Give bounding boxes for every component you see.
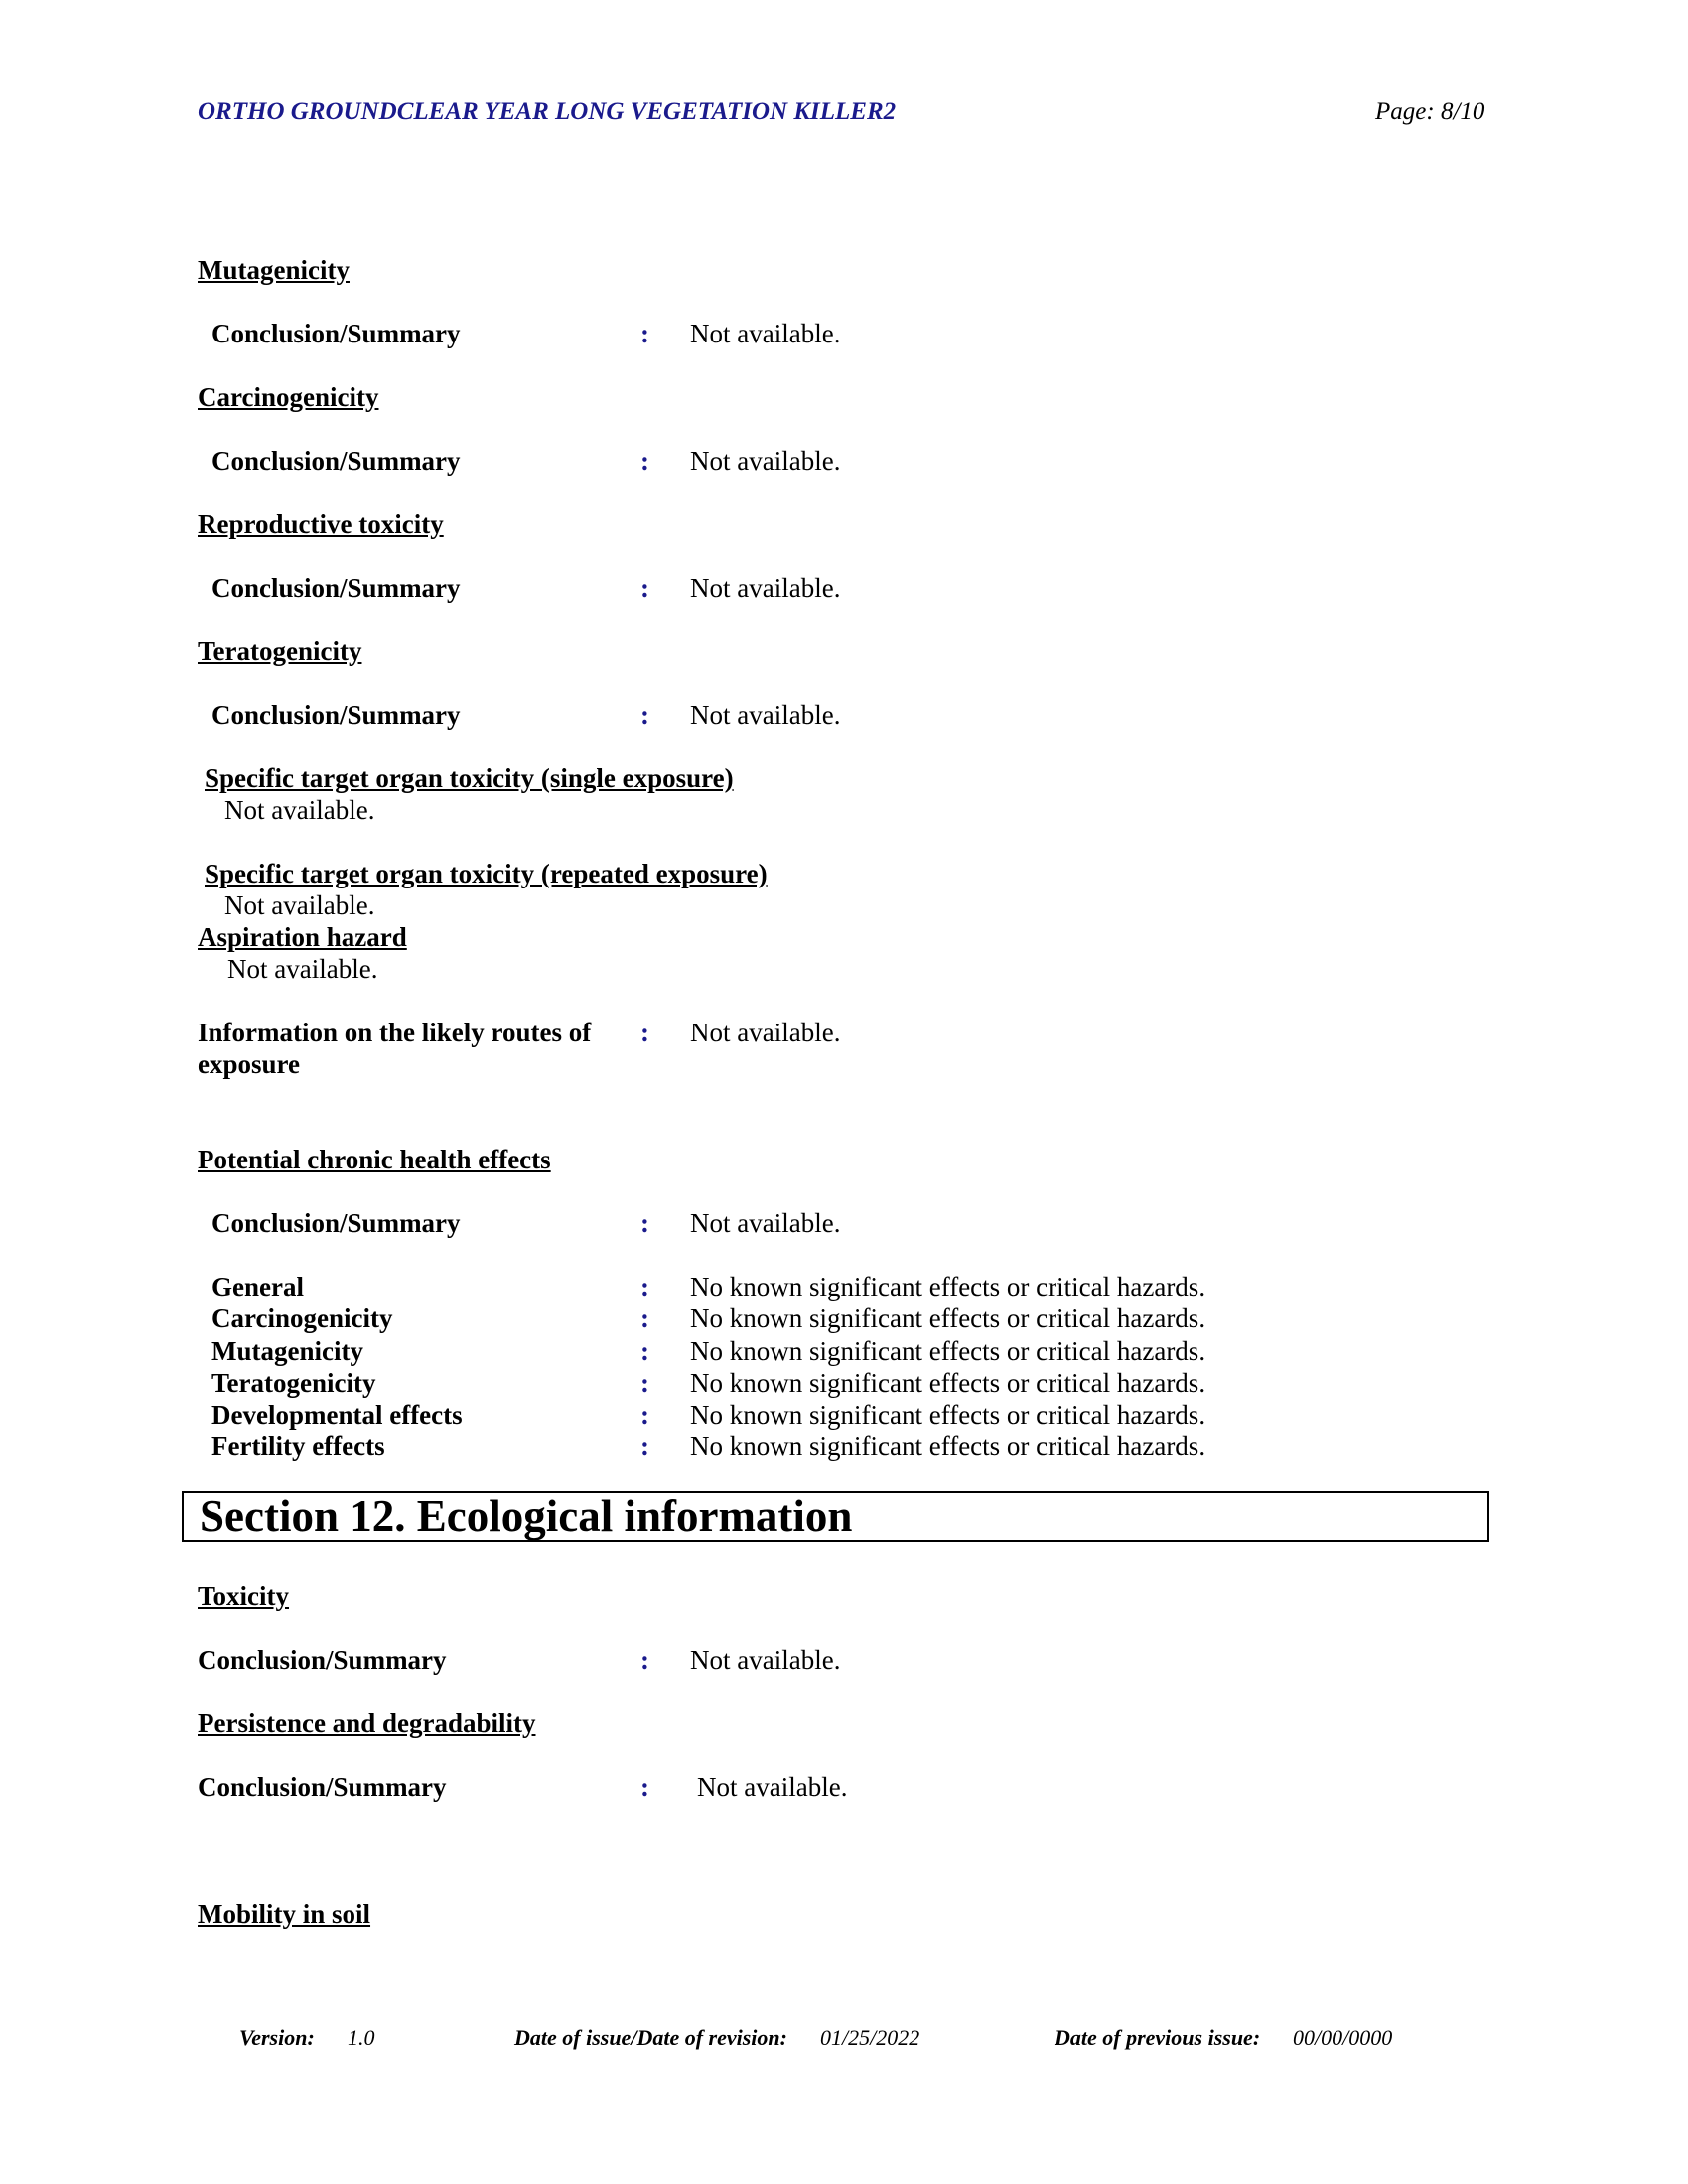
- aspiration-hazard-heading: Aspiration hazard: [198, 922, 407, 952]
- mutagenicity-heading: Mutagenicity: [198, 255, 350, 285]
- routes-of-exposure-label: Information on the likely routes of: [198, 1018, 592, 1047]
- persistence-summary-value: Not available.: [697, 1772, 848, 1802]
- colon: :: [640, 446, 649, 476]
- stot-single-value: Not available.: [224, 795, 375, 825]
- colon: :: [640, 1772, 649, 1802]
- colon: :: [640, 1208, 649, 1238]
- teratogenicity-summary-label: Conclusion/Summary: [211, 700, 461, 730]
- mutagenicity-summary-value: Not available.: [690, 319, 841, 348]
- colon: :: [640, 1303, 649, 1333]
- colon: :: [640, 1400, 649, 1430]
- colon: :: [640, 1368, 649, 1398]
- effect-value: No known significant effects or critical hazards.: [690, 1303, 1206, 1333]
- effect-value: No known significant effects or critical hazards.: [690, 1432, 1206, 1461]
- stot-repeated-value: Not available.: [224, 890, 375, 920]
- section-12-header-box: [182, 1491, 1489, 1542]
- effect-value: No known significant effects or critical hazards.: [690, 1336, 1206, 1366]
- mutagenicity-summary-label: Conclusion/Summary: [211, 319, 461, 348]
- reproductive-summary-label: Conclusion/Summary: [211, 573, 461, 603]
- effect-label: Teratogenicity: [211, 1368, 376, 1398]
- toxicity-heading: Toxicity: [198, 1581, 290, 1611]
- toxicity-summary-value: Not available.: [690, 1645, 841, 1675]
- effect-value: No known significant effects or critical hazards.: [690, 1400, 1206, 1430]
- stot-repeated-heading: Specific target organ toxicity (repeated exposure): [205, 859, 768, 888]
- footer-issue-value: 01/25/2022: [820, 2025, 920, 2050]
- carcinogenicity-summary-label: Conclusion/Summary: [211, 446, 461, 476]
- colon: :: [640, 1272, 649, 1301]
- teratogenicity-summary-value: Not available.: [690, 700, 841, 730]
- footer-version-value: 1.0: [348, 2025, 375, 2050]
- effect-label: Fertility effects: [211, 1432, 385, 1461]
- colon: :: [640, 1018, 649, 1047]
- carcinogenicity-heading: Carcinogenicity: [198, 382, 379, 412]
- mobility-in-soil-heading: Mobility in soil: [198, 1899, 371, 1929]
- aspiration-hazard-value: Not available.: [227, 954, 378, 984]
- routes-of-exposure-label-cont: exposure: [198, 1049, 301, 1079]
- footer-version-label: Version:: [239, 2025, 315, 2050]
- footer-previous-value: 00/00/0000: [1293, 2025, 1393, 2050]
- chronic-effects-heading: Potential chronic health effects: [198, 1145, 551, 1174]
- reproductive-summary-value: Not available.: [690, 573, 841, 603]
- chronic-summary-label: Conclusion/Summary: [211, 1208, 461, 1238]
- chronic-summary-value: Not available.: [690, 1208, 841, 1238]
- stot-single-heading: Specific target organ toxicity (single exposure): [205, 763, 734, 793]
- reproductive-toxicity-heading: Reproductive toxicity: [198, 509, 444, 539]
- carcinogenicity-summary-value: Not available.: [690, 446, 841, 476]
- effect-label: Carcinogenicity: [211, 1303, 393, 1333]
- effect-label: General: [211, 1272, 304, 1301]
- persistence-heading: Persistence and degradability: [198, 1708, 536, 1738]
- toxicity-summary-label: Conclusion/Summary: [198, 1645, 447, 1675]
- effect-value: No known significant effects or critical hazards.: [690, 1368, 1206, 1398]
- colon: :: [640, 319, 649, 348]
- section-12-title: Section 12. Ecological information: [200, 1491, 853, 1541]
- colon: :: [640, 700, 649, 730]
- effect-label: Mutagenicity: [211, 1336, 363, 1366]
- colon: :: [640, 1432, 649, 1461]
- document-product-title: ORTHO GROUNDCLEAR YEAR LONG VEGETATION KILLER2: [198, 98, 897, 125]
- teratogenicity-heading: Teratogenicity: [198, 636, 362, 666]
- colon: :: [640, 573, 649, 603]
- effect-label: Developmental effects: [211, 1400, 463, 1430]
- persistence-summary-label: Conclusion/Summary: [198, 1772, 447, 1802]
- footer-previous-label: Date of previous issue:: [1055, 2025, 1261, 2050]
- page-number: Page: 8/10: [1375, 98, 1485, 125]
- colon: :: [640, 1336, 649, 1366]
- routes-of-exposure-value: Not available.: [690, 1018, 841, 1047]
- footer-issue-label: Date of issue/Date of revision:: [514, 2025, 787, 2050]
- colon: :: [640, 1645, 649, 1675]
- effect-value: No known significant effects or critical hazards.: [690, 1272, 1206, 1301]
